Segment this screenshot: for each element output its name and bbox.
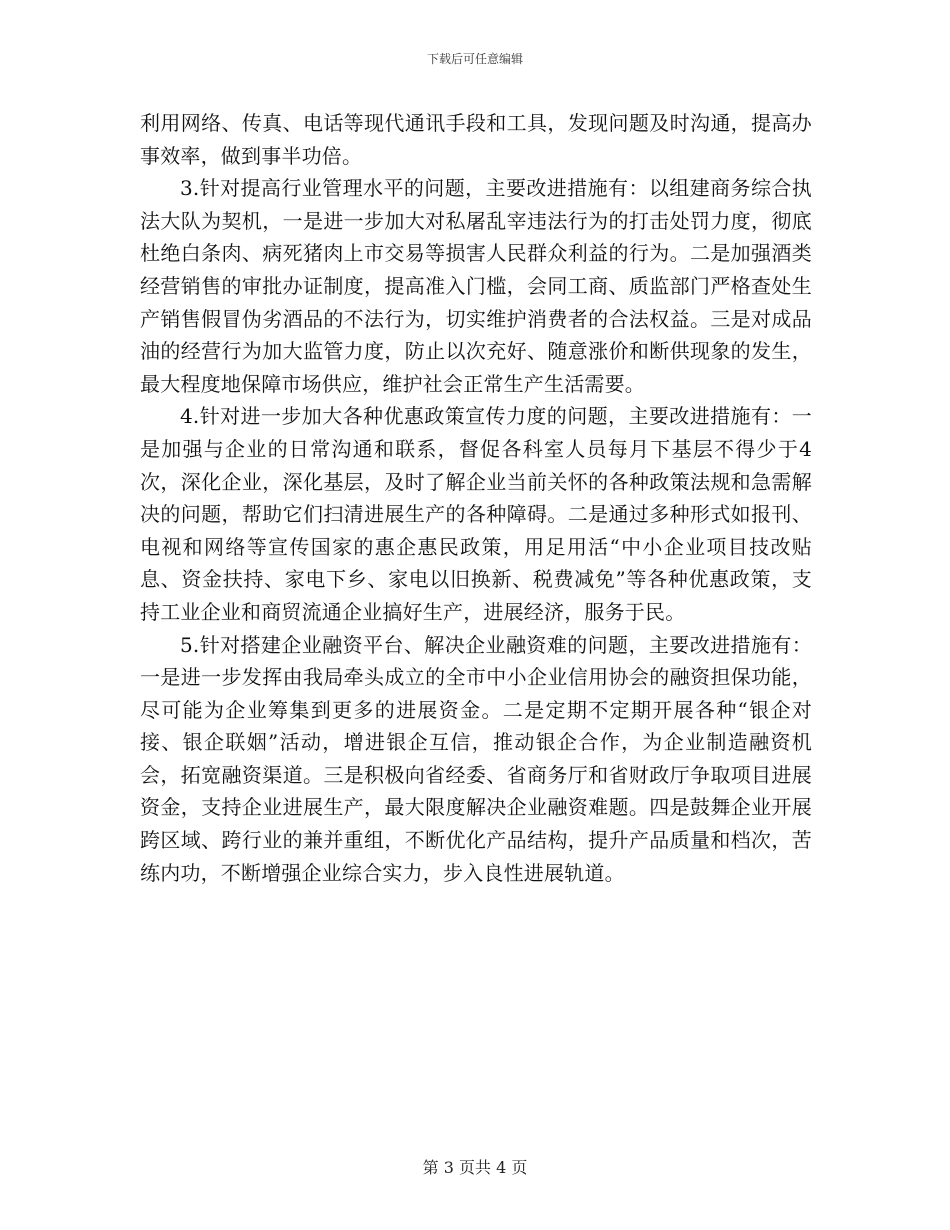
page-number-footer: 第 3 页共 4 页 xyxy=(422,1158,528,1177)
paragraph-continuation: 利用网络、传真、电话等现代通讯手段和工具，发现问题及时沟通，提高办事效率，做到事半功倍。 xyxy=(140,111,812,168)
paragraph-item-5: 5.针对搭建企业融资平台、解决企业融资难的问题，主要改进措施有：一是进一步发挥由我局牵头成立的全市中小企业信用协会的融资担保功能，尽可能为企业筹集到更多的进展资金。二是定期不定期开展各种“银企对接、银企联姻”活动，增进银企互信，推动银企合作，为企业制造融资机会，拓宽融资渠道。三是积极向省经委、省商务厅和省财政厅争取项目进展资金，支持企业进展生产，最大限度解决企业融资难题。四是鼓舞企业开展跨区域、跨行业的兼并重组，不断优化产品结构，提升产品质量和档次，苦练内功，不断增强企业综合实力，步入良性进展轨道。 xyxy=(140,632,812,885)
paragraph-item-3: 3.针对提高行业管理水平的问题，主要改进措施有：以组建商务综合执法大队为契机，一是进一步加大对私屠乱宰违法行为的打击处罚力度，彻底杜绝白条肉、病死猪肉上市交易等损害人民群众利益的行为。二是加强酒类经营销售的审批办证制度，提高准入门槛，会同工商、质监部门严格查处生产销售假冒伪劣酒品的不法行为，切实维护消费者的合法权益。三是对成品油的经营行为加大监管力度，防止以次充好、随意涨价和断供现象的发生，最大程度地保障市场供应，维护社会正常生产生活需要。 xyxy=(140,176,812,396)
page-header: 下载后可任意编辑 xyxy=(426,52,523,66)
paragraph-item-4: 4.针对进一步加大各种优惠政策宣传力度的问题，主要改进措施有：一是加强与企业的日常沟通和联系，督促各科室人员每月下基层不得少于4次，深化企业，深化基层，及时了解企业当前关怀的各种政策法规和急需解决的问题，帮助它们扫清进展生产的各种障碍。二是通过多种形式如报刊、电视和网络等宣传国家的惠企惠民政策，用足用活“中小企业项目技改贴息、资金扶持、家电下乡、家电以旧换新、税费减免”等各种优惠政策，支持工业企业和商贸流通企业搞好生产，进展经济，服务于民。 xyxy=(140,404,812,624)
document-body xyxy=(140,107,812,889)
